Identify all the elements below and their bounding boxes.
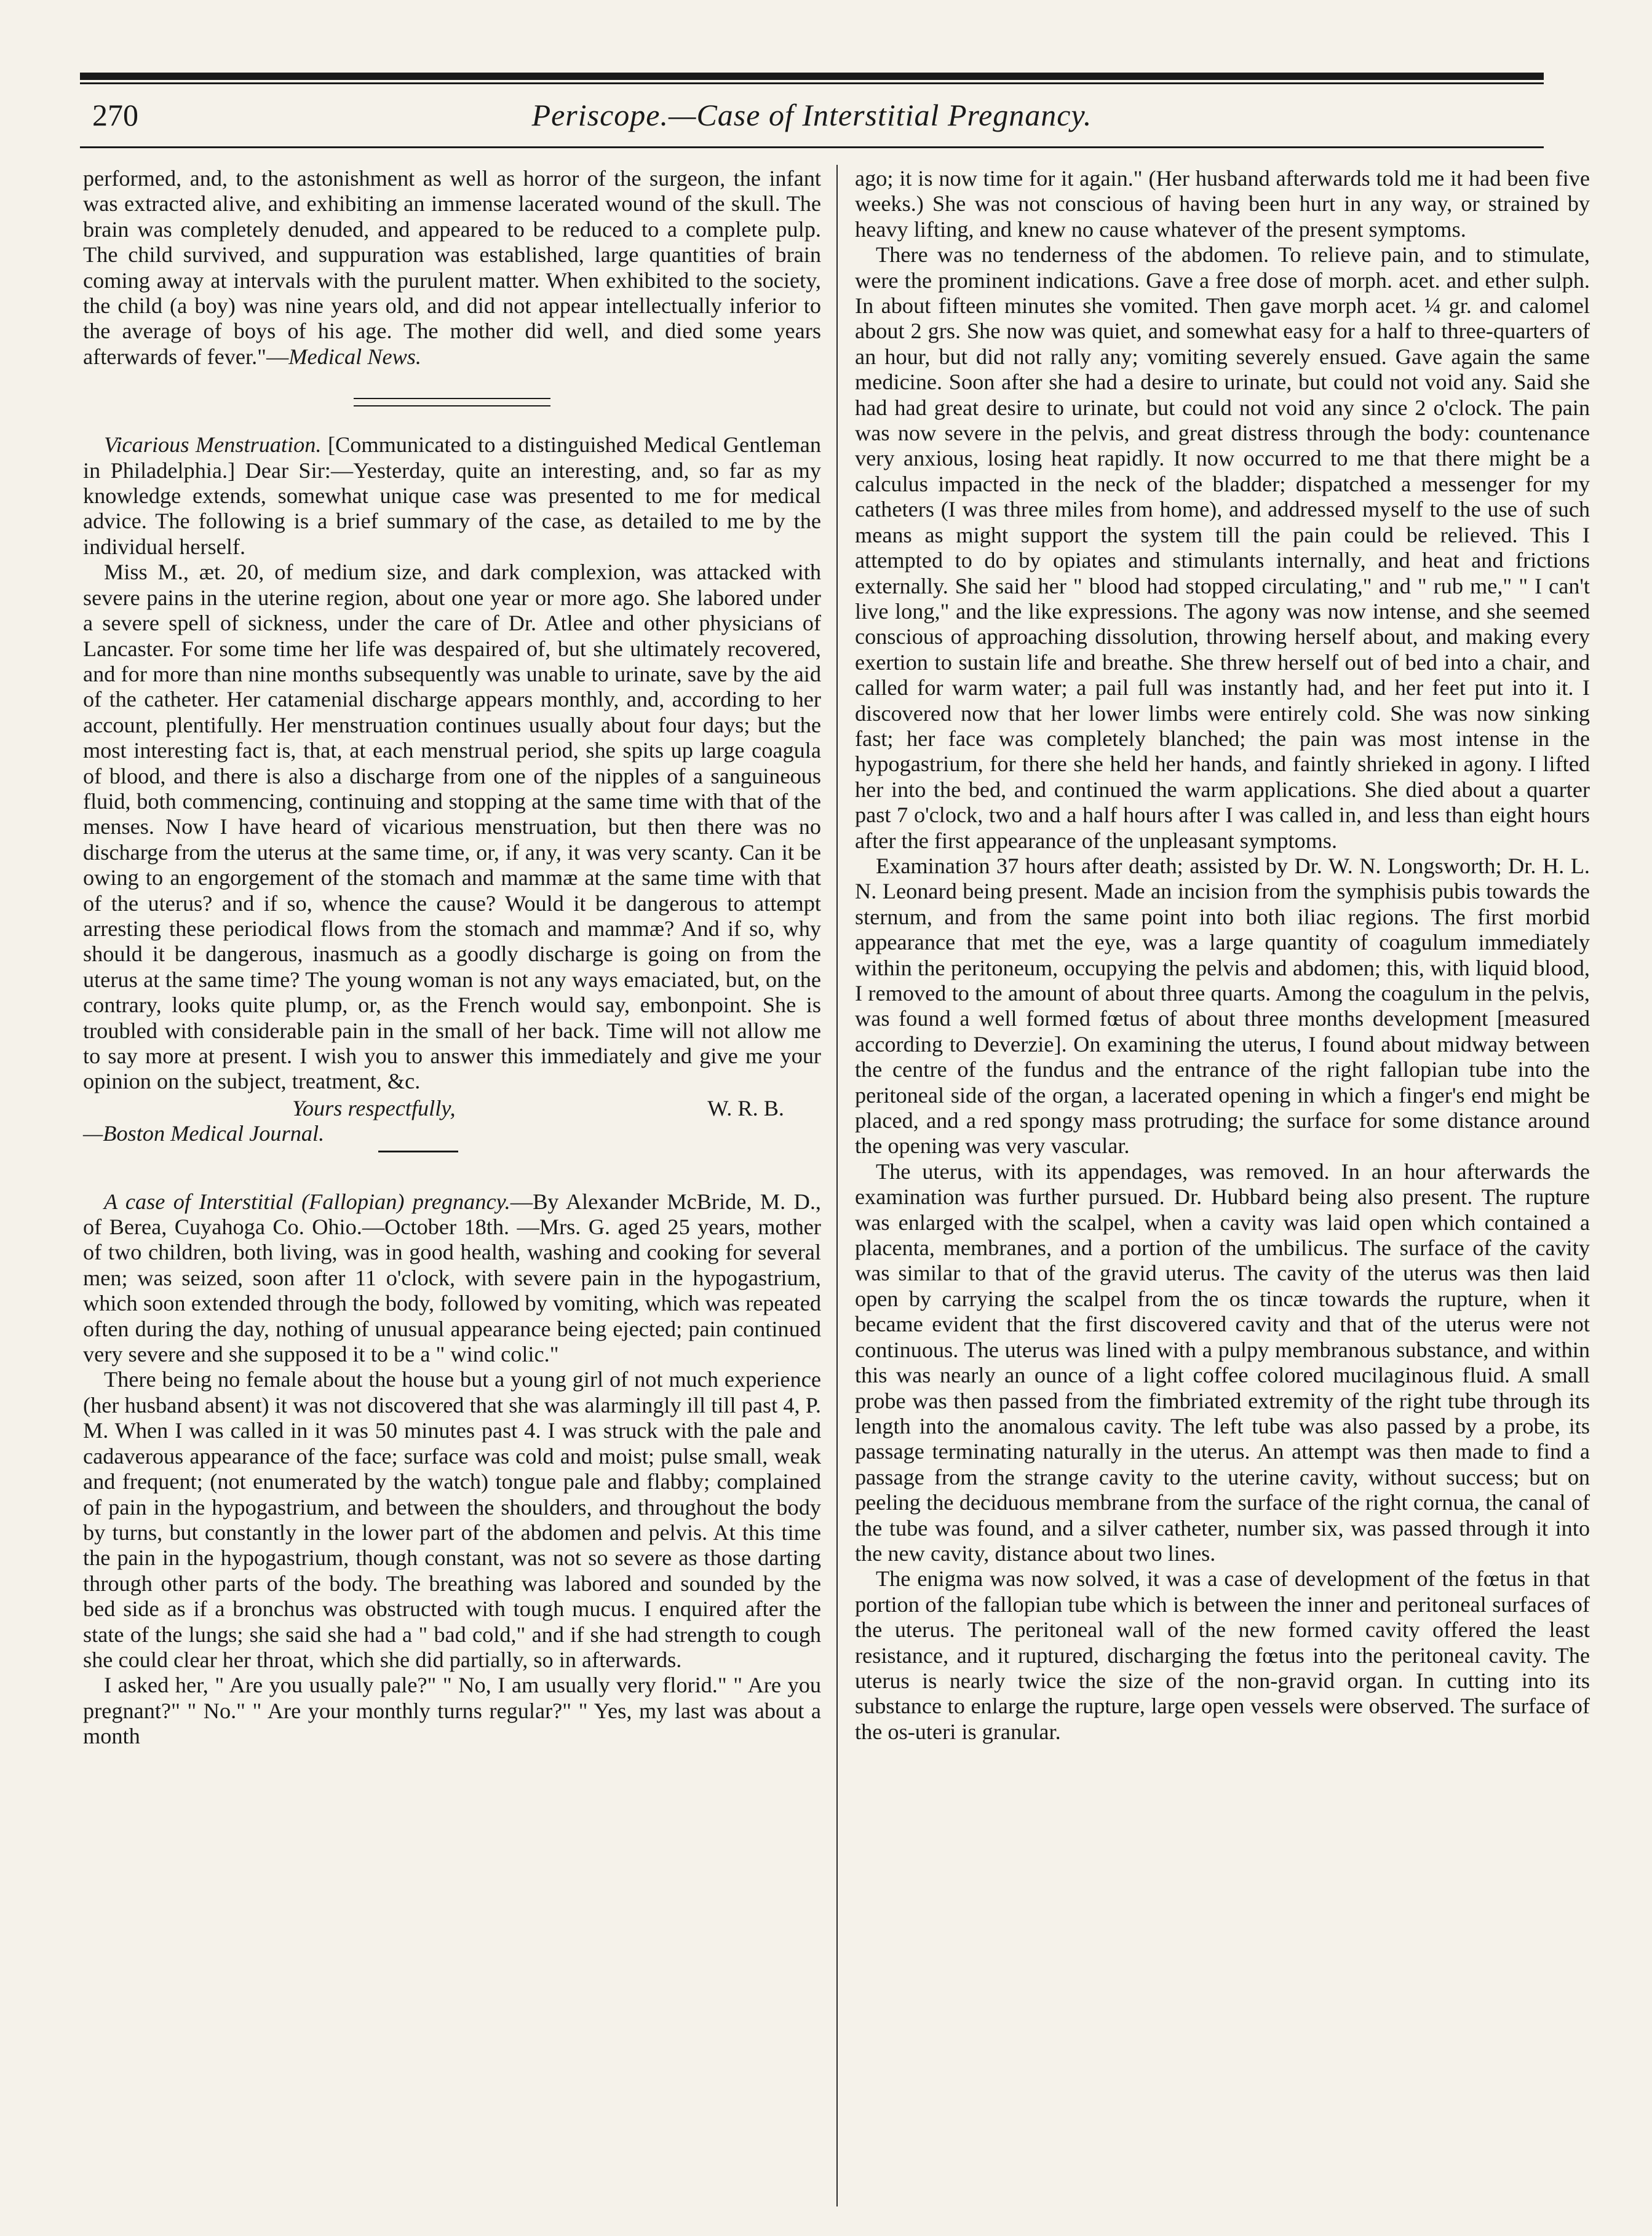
paragraph-text: performed, and, to the astonishment as well as horror of the surgeon, the infant was extracted alive, and exhibiting an immense lacerated wound of the skull. The brain was completely denuded, and appeared to be reduced to a complete pulp. The child survived, and suppuration was established, large quantities of brain coming away at intervals with the purulent matter. When exhibited to the society, the child (a boy) was nine years old, and did not appear intellectually inferior to the average of boys of his age. The mother did well, and died some years afterwards of fever."— — [83, 166, 821, 369]
signoff — [83, 1096, 821, 1121]
article-title: Vicarious Menstruation. — [104, 432, 322, 458]
paragraph: ago; it is now time for it again." (Her husband afterwards told me it had been five weeks.) She was not conscious of having been hurt in any way, or strained by heavy lifting, and knew no cause whatever of the present symptoms. — [855, 166, 1590, 242]
article-vicarious — [83, 432, 821, 560]
paragraph — [83, 166, 821, 370]
header-rule — [80, 146, 1544, 148]
paragraph: The uterus, with its appendages, was removed. In an hour afterwards the examination was further pursued. Dr. Hubbard being also present. The rupture was enlarged with the scalpel, when a cavity was laid open which contained a placenta, membranes, and a portion of the umbilicus. The surface of the cavity was similar to that of the gravid uterus. The cavity of the uterus was then laid open by carrying the scalpel from the os tincæ towards the rupture, when it became evident that the first discovered cavity and that of the uterus were not continuous. The uterus was lined with a pulpy membranous substance, and within this was nearly an ounce of a light coffee colored mucilaginous fluid. A small probe was then passed from the fimbriated extremity of the right tube through its length into the anomalous cavity. The left tube was also passed by a probe, its passage terminating naturally in the uterus. An attempt was then made to find a passage from the strange cavity to the uterine cavity, without success; but on peeling the deciduous membrane from the surface of the right cornua, the canal of the tube was found, and a silver catheter, number six, was passed through it into the new cavity, distance about two lines. — [855, 1159, 1590, 1566]
paragraph: I asked her, " Are you usually pale?" " No, I am usually very florid." " Are you pregnant?" " No." " Are your monthly turns regular?" " Yes, my last was about a month — [83, 1673, 821, 1749]
closing: Yours respectfully, — [292, 1095, 456, 1120]
top-rule-thin — [80, 82, 1544, 84]
source-citation: —Boston Medical Journal. — [83, 1121, 325, 1146]
article-interstitial — [83, 1189, 821, 1368]
byline: —By Alexander McBride, M. D., of Berea, Cuyahoga Co. Ohio.—October 18th. — [83, 1189, 821, 1240]
running-title: Periscope.—Case of Interstitial Pregnancy. — [531, 98, 1092, 132]
left-column — [83, 166, 821, 1750]
source-citation: Medical News. — [288, 344, 422, 369]
paragraph: There being no female about the house but a young girl of not much experience (her husband absent) it was not discovered that she was alarmingly ill till past 4, P. M. When I was called in it was 50 minutes past 4. I was struck with the pale and cadaverous appearance of the face; surface was cold and moist; pulse small, weak and frequent; (not enumerated by the watch) tongue pale and flabby; complained of pain in the hypogastrium, and between the shoulders, and throughout the body by turns, but constantly in the lower part of the abdomen and pelvis. At this time the pain in the hypogastrium, though constant, was not so severe as those darting through other parts of the body. The breathing was labored and sounded by the bed side as if a bronchus was obstructed with tough mucus. I enquired after the state of the lungs; she said she had a " bad cold," and if she had strength to cough she could clear her throat, which she did partially, so in afterwards. — [83, 1367, 821, 1672]
paragraph: Examination 37 hours after death; assisted by Dr. W. N. Longsworth; Dr. H. L. N. Leonard being present. Made an incision from the symphisis pubis towards the sternum, and from the same point into both iliac regions. The first morbid appearance that met the eye, was a large quantity of coagulum immediately within the peritoneum, occupying the pelvis and abdomen; this, with liquid blood, I removed to the amount of about three quarts. Among the coagulum in the pelvis, was found a well formed fœtus of about three months development [measured according to Deverzie]. On examining the uterus, I found about midway between the centre of the fundus and the entrance of the right fallopian tube into the peritoneal side of the organ, a lacerated opening in which a finger's end might be placed, and a red spongy mass protruding; the surface for some distance around the opening was very vascular. — [855, 853, 1590, 1159]
page-header — [80, 92, 1544, 148]
paragraph-text: —Mrs. G. aged 25 years, mother of two children, both living, was in good health, washing and cooking for several men; was seized, soon after 11 o'clock, with severe pain in the hypogastrium, which soon extended through the body, followed by vomiting, which was repeated often during the day, nothing of unusual appearance being ejected; pain continued very severe and she supposed it to be a " wind colic." — [83, 1215, 822, 1367]
article-title: A case of Interstitial (Fallopian) pregnancy. — [104, 1189, 510, 1214]
paragraph: Miss M., æt. 20, of medium size, and dark complexion, was attacked with severe pains in the uterine region, about one year or more ago. She labored under a severe spell of sickness, under the care of Dr. Atlee and other physicians of Lancaster. For some time her life was despaired of, but she ultimately recovered, and for more than nine months subsequently was unable to urinate, save by the aid of the catheter. Her catamenial discharge appears monthly, and, according to her account, plentifully. Her menstruation continues usually about four days; but the most interesting fact is, that, at each menstrual period, she spits up large coagula of blood, and there is also a discharge from one of the nipples of a sanguineous fluid, both commencing, continuing and stopping at the same time with that of the menses. Now I have heard of vicarious menstruation, but then there was no discharge from the uterus at the same time, or, if any, it was very scanty. Can it be owing to an engorgement of the stomach and mammæ at the same time with that of the uterus? and if so, whence the cause? Would it be dangerous to attempt arresting these periodical flows from the stomach and mammæ? And if so, why should it be dangerous, inasmuch as a goodly discharge is going on from the uterus at the same time? The young woman is not any ways emaciated, but, on the contrary, looks quite plump, or, as the French would say, embonpoint. She is troubled with considerable pain in the small of her back. Time will not allow me to say more at present. I wish you to answer this immediately and give me your opinion on the subject, treatment, &c. — [83, 560, 821, 1094]
author-initials: W. R. B. — [707, 1095, 784, 1120]
paragraph: There was no tenderness of the abdomen. To relieve pain, and to stimulate, were the prominent indications. Gave a free dose of morph. acet. and ether sulph. In about fifteen minutes she vomited. Then gave morph acet. ¼ gr. and calomel about 2 grs. She now was quiet, and somewhat easy for a half to three-quarters of an hour, but did not rally any; vomiting severely ensued. Gave again the same medicine. Soon after she had a desire to urinate, but could not void any. Said she had had great desire to urinate, but could not void any since 2 o'clock. The pain was now severe in the pelvis, and great distress through the body: countenance very anxious, losing heat rapidly. It now occurred to me that there might be a calculus impacted in the neck of the bladder; dispatched a messenger for my catheters (I was three miles from home), and addressed myself to the use of such means as might support the system till the pain could be relieved. This I attempted to do by opiates and stimulants internally, and heat and frictions externally. She said her " blood had stopped circulating," and " rub me," " I can't live long," and the like expressions. The agony was now intense, and she seemed conscious of approaching dissolution, throwing herself about, and making every exertion to sustain life and breathe. She threw herself out of bed into a chair, and called for warm water; a pail full was instantly had, and her feet put into it. I discovered now that her lower limbs were entirely cold. She was now sinking fast; her face was completely blanched; the pain was most intense in the hypogastrium, for there she held her hands, and faintly shrieked in agony. I lifted her into the bed, and continued the warm applications. She died about a quarter past 7 o'clock, two and a half hours after I was called in, and less than eight hours after the first appearance of the unpleasant symptoms. — [855, 242, 1590, 853]
paragraph-text: [Communicated to a distinguished Medical Gentleman in Philadelphia.] Dear Sir:—Yesterday, quite an interesting, and, so far as my knowledge extends, somewhat unique case was presented to me for medical advice. The following is a brief summary of the case, as detailed to me by the individual herself. — [83, 432, 821, 559]
right-column — [855, 166, 1590, 1745]
short-separator — [378, 1151, 458, 1152]
page-number: 270 — [92, 98, 138, 132]
column-divider — [836, 165, 838, 2206]
top-rule — [80, 73, 1544, 80]
paragraph: The enigma was now solved, it was a case of development of the fœtus in that portion of the fallopian tube which is between the inner and peritoneal surfaces of the uterus. The peritoneal wall of the new formed cavity offered the least resistance, and it ruptured, discharging the fœtus into the peritoneal cavity. The uterus is nearly twice the size of the non-gravid organ. In cutting into its substance to enlarge the rupture, large open vessels were observed. The surface of the os-uteri is granular. — [855, 1566, 1590, 1744]
section-separator — [354, 398, 550, 406]
